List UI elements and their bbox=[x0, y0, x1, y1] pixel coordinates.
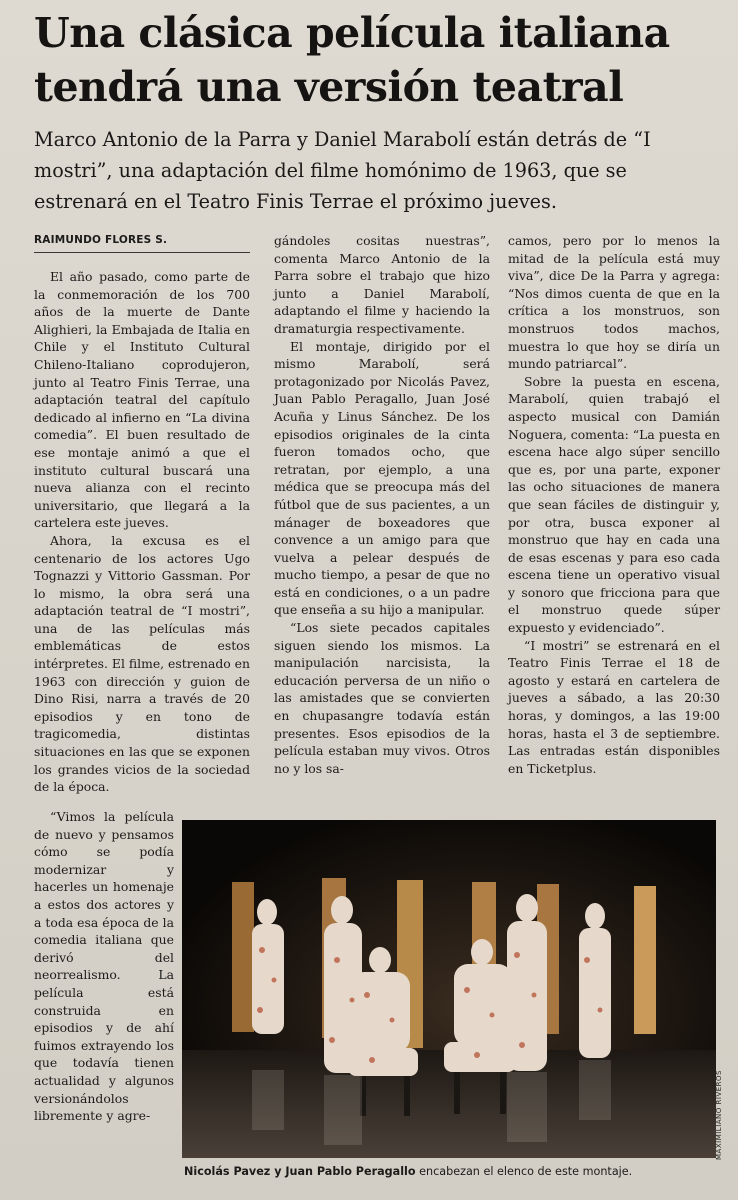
headline-line-2: tendrá una versión teatral bbox=[34, 63, 624, 111]
stage-panel bbox=[232, 882, 254, 1032]
lede: Marco Antonio de la Parra y Daniel Marabolí están detrás de “I mostri”, una adaptación del filme homónimo de 1963, que se estrenará en el Teatro Finis Terrae el próximo jueves. bbox=[34, 128, 651, 213]
paragraph: El montaje, dirigido por el mismo Marabolí, será protagonizado por Nicolás Pavez, Juan Pablo Peragallo, Juan José Acuña y Linus Sánchez. De los episodios originales de la cinta fueron tomados ocho, que retratan, por ejemplo, a una médica que se preocupa más del fútbol que de sus pacientes, a un mánager de boxeadores que convence a un amigo para que vuelva a pelear después de mucho tiempo, a pesar de que no está en condiciones, o a un padre que enseña a su hijo a manipular. bbox=[274, 338, 490, 618]
stage-photo bbox=[182, 820, 716, 1158]
paragraph: El año pasado, como parte de la conmemoración de los 700 años de la muerte de Dante Alighieri, la Embajada de Italia en Chile y el Instituto Cultural Chileno-Italiano coprodujeron, junto al Teatro Finis Terrae, una adaptación teatral del capítulo dedicado al infierno en “La divina comedia”. El buen resultado de ese montaje animó a que el instituto cultural buscará una nueva alianza con el recinto universitario, que llegará a la cartelera este jueves. bbox=[34, 269, 250, 531]
byline: RAIMUNDO FLORES S. bbox=[34, 234, 250, 253]
paragraph: “Los siete pecados capitales siguen siendo los mismos. La manipulación narcisista, la educación perversa de un niño o las amistades que se convierten en chupasangre todavía están presentes. Esos episodios de la película estaban muy vivos. Otros no y los sa- bbox=[274, 620, 490, 776]
paragraph: camos, pero por lo menos la mitad de la película está muy viva”, dice De la Parra y agrega: “Nos dimos cuenta de que en la crítica a los monstruos, son monstruos todos machos, muestra lo que hoy se diría un mundo patriarcal”. bbox=[508, 233, 720, 372]
headline bbox=[34, 6, 724, 114]
paragraph: Sobre la puesta en escena, Marabolí, quien trabajó el aspecto musical con Damián Noguera, comenta: “La puesta en escena hace algo súper sencillo que es, por una parte, exponer las ocho situaciones de manera que sean fáciles de distinguir y, por otra, busca exponer al monstruo que hay en cada una de esas escenas y para eso cada escena tiene un operativo visual y sonoro que fricciona para que el monstruo quede súper expuesto y evidenciado”. bbox=[508, 373, 720, 636]
caption-text: encabezan el elenco de este montaje. bbox=[415, 1165, 633, 1178]
column-3 bbox=[508, 232, 720, 777]
paragraph: “I mostri” se estrenará en el Teatro Finis Terrae el 18 de agosto y estará en cartelera de jueves a sábado, a las 20:30 horas, y domingos, a las 19:00 horas, hasta el 3 de septiembre. Las entradas están disponibles en Ticketplus. bbox=[508, 637, 720, 776]
stage-photo-illustration bbox=[182, 820, 716, 1158]
column-1-continued bbox=[34, 808, 174, 1125]
photo-credit: MAXIMILIANO RIVEROS bbox=[715, 1070, 723, 1160]
caption-names: Nicolás Pavez y Juan Pablo Peragallo bbox=[184, 1165, 416, 1178]
photo-caption bbox=[184, 1164, 714, 1180]
column-1 bbox=[34, 268, 250, 796]
paragraph: Ahora, la excusa es el centenario de los actores Ugo Tognazzi y Vittorio Gassman. Por lo mismo, la obra será una adaptación teatral de “I mostri”, una de las películas más emblemáticas de estos intérpretes. El filme, estrenado en 1963 con dirección y guion de Dino Risi, narra a través de 20 episodios y en tono de tragicomedia, distintas situaciones en las que se exponen los grandes vicios de la sociedad de la época. bbox=[34, 532, 250, 795]
stage-panel bbox=[634, 886, 656, 1034]
paragraph: gándoles cositas nuestras”, comenta Marco Antonio de la Parra sobre el trabajo que hizo junto a Daniel Marabolí, adaptando el filme y haciendo la dramaturgia respectivamente. bbox=[274, 233, 490, 336]
headline-line-1: Una clásica película italiana bbox=[34, 9, 670, 57]
paragraph: “Vimos la película de nuevo y pensamos cómo se podía modernizar y hacerles un homenaje a estos dos actores y a toda esa época de la comedia italiana que derivó del neorrealismo. La película está construida en episodios y de ahí fuimos extrayendo los que todavía tienen actualidad y algunos versionándolos libremente y agre- bbox=[34, 809, 174, 1124]
column-2 bbox=[274, 232, 490, 777]
